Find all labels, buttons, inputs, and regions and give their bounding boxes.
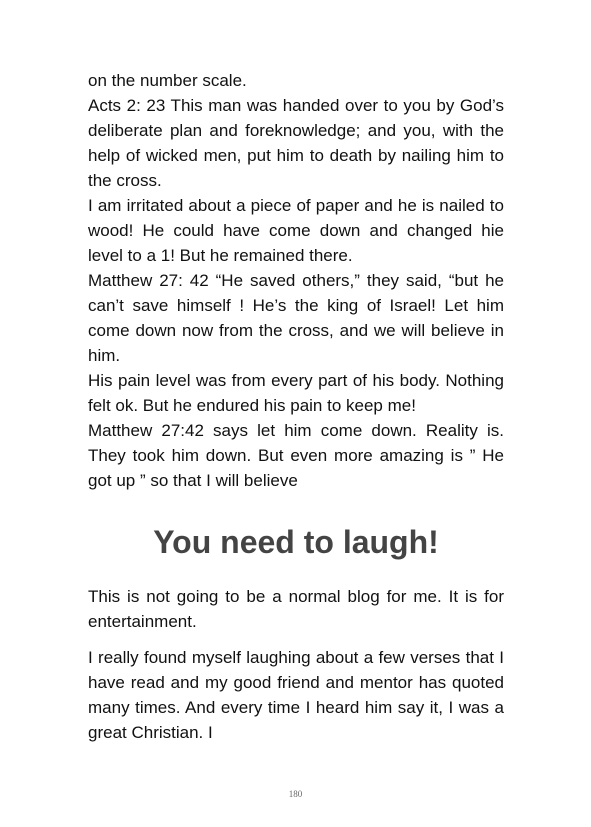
- paragraph-matthew-27-42-quote: Matthew 27: 42 “He saved others,” they said, “but he can’t save himself ! He’s the king of Israel! Let him come down now from the cross, and we will believe in him.: [88, 271, 504, 365]
- paragraph-pain-level: His pain level was from every part of his body. Nothing felt ok. But he endured his pain to keep me!: [88, 371, 504, 415]
- paragraph-matthew-27-42-reality: Matthew 27:42 says let him come down. Reality is. They took him down. But even more amazing is ” He got up ” so that I will believe: [88, 421, 504, 490]
- paragraph-laughing: I really found myself laughing about a few verses that I have read and my good friend and mentor has quoted many times. And every time I heard him say it, I was a great Christian. I: [88, 648, 504, 742]
- paragraph-number-scale: on the number scale.: [88, 71, 247, 90]
- page-number: 180: [288, 789, 303, 799]
- page-body: [88, 68, 504, 745]
- paragraph-irritated: I am irritated about a piece of paper and he is nailed to wood! He could have come down and changed hie level to a 1! But he remained there.: [88, 196, 504, 265]
- paragraph-acts-2-23: Acts 2: 23 This man was handed over to you by God’s deliberate plan and foreknowledge; and you, with the help of wicked men, put him to death by nailing him to the cross.: [88, 96, 504, 190]
- paragraph-normal-blog: This is not going to be a normal blog for me. It is for entertainment.: [88, 587, 504, 631]
- section-heading: You need to laugh!: [153, 524, 439, 560]
